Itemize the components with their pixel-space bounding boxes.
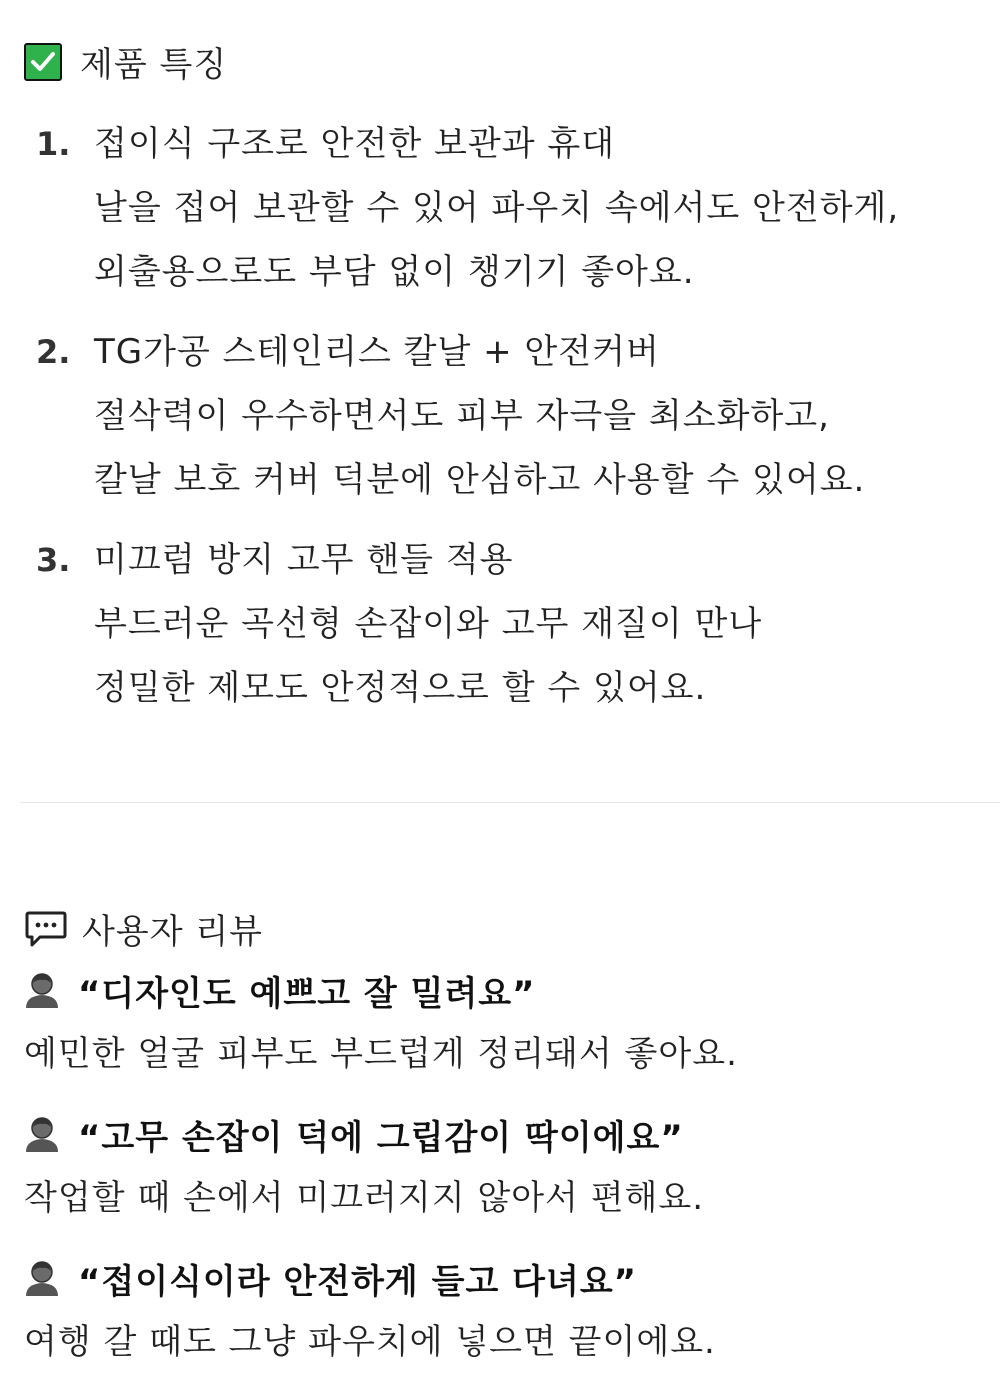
review-text: 예민한 얼굴 피부도 부드럽게 정리돼서 좋아요.: [24, 1034, 738, 1074]
feature-heading: 접이식 구조로 안전한 보관과 휴대: [94, 124, 616, 164]
review-quote: “디자인도 예쁘고 잘 밀려요”: [78, 973, 536, 1014]
feature-description-line: 부드러운 곡선형 손잡이와 고무 재질이 만나: [94, 604, 763, 644]
feature-number: 2.: [36, 333, 71, 371]
feature-item: [36, 320, 976, 512]
reviews-section-title: [24, 904, 263, 953]
feature-description-line: 절삭력이 우수하면서도 피부 자극을 최소화하고,: [94, 396, 830, 436]
feature-number: 1.: [36, 125, 71, 163]
reviews-title-text: 사용자 리뷰: [82, 912, 264, 952]
feature-list: [36, 112, 976, 736]
feature-description-line: 날을 접어 보관할 수 있어 파우치 속에서도 안전하게,: [94, 188, 900, 228]
section-divider: [20, 802, 1000, 803]
review-quote: “접이식이라 안전하게 들고 다녀요”: [78, 1261, 638, 1302]
feature-heading: 미끄럼 방지 고무 핸들 적용: [94, 540, 514, 580]
feature-description-line: 정밀한 제모도 안정적으로 할 수 있어요.: [94, 668, 707, 708]
review-item: [24, 1102, 984, 1230]
review-quote: “고무 손잡이 덕에 그립감이 딱이에요”: [78, 1117, 684, 1158]
check-mark-button-icon: [24, 43, 62, 81]
speech-balloon-icon: [24, 909, 68, 949]
features-title-text: 제품 특징: [80, 45, 228, 85]
feature-description-line: 외출용으로도 부담 없이 챙기기 좋아요.: [94, 252, 695, 292]
feature-item: [36, 112, 976, 304]
review-item: [24, 1246, 984, 1374]
person-silhouette-icon: [24, 1259, 60, 1297]
feature-heading: TG가공 스테인리스 칼날 + 안전커버: [94, 332, 660, 372]
person-silhouette-icon: [24, 1115, 60, 1153]
feature-description-line: 칼날 보호 커버 덕분에 안심하고 사용할 수 있어요.: [94, 460, 866, 500]
review-text: 작업할 때 손에서 미끄러지지 않아서 편해요.: [24, 1178, 705, 1218]
feature-item: [36, 528, 976, 720]
person-silhouette-icon: [24, 971, 60, 1009]
features-section-title: [24, 37, 227, 86]
review-item: [24, 958, 984, 1086]
feature-number: 3.: [36, 541, 71, 579]
review-text: 여행 갈 때도 그냥 파우치에 넣으면 끝이에요.: [24, 1322, 716, 1362]
